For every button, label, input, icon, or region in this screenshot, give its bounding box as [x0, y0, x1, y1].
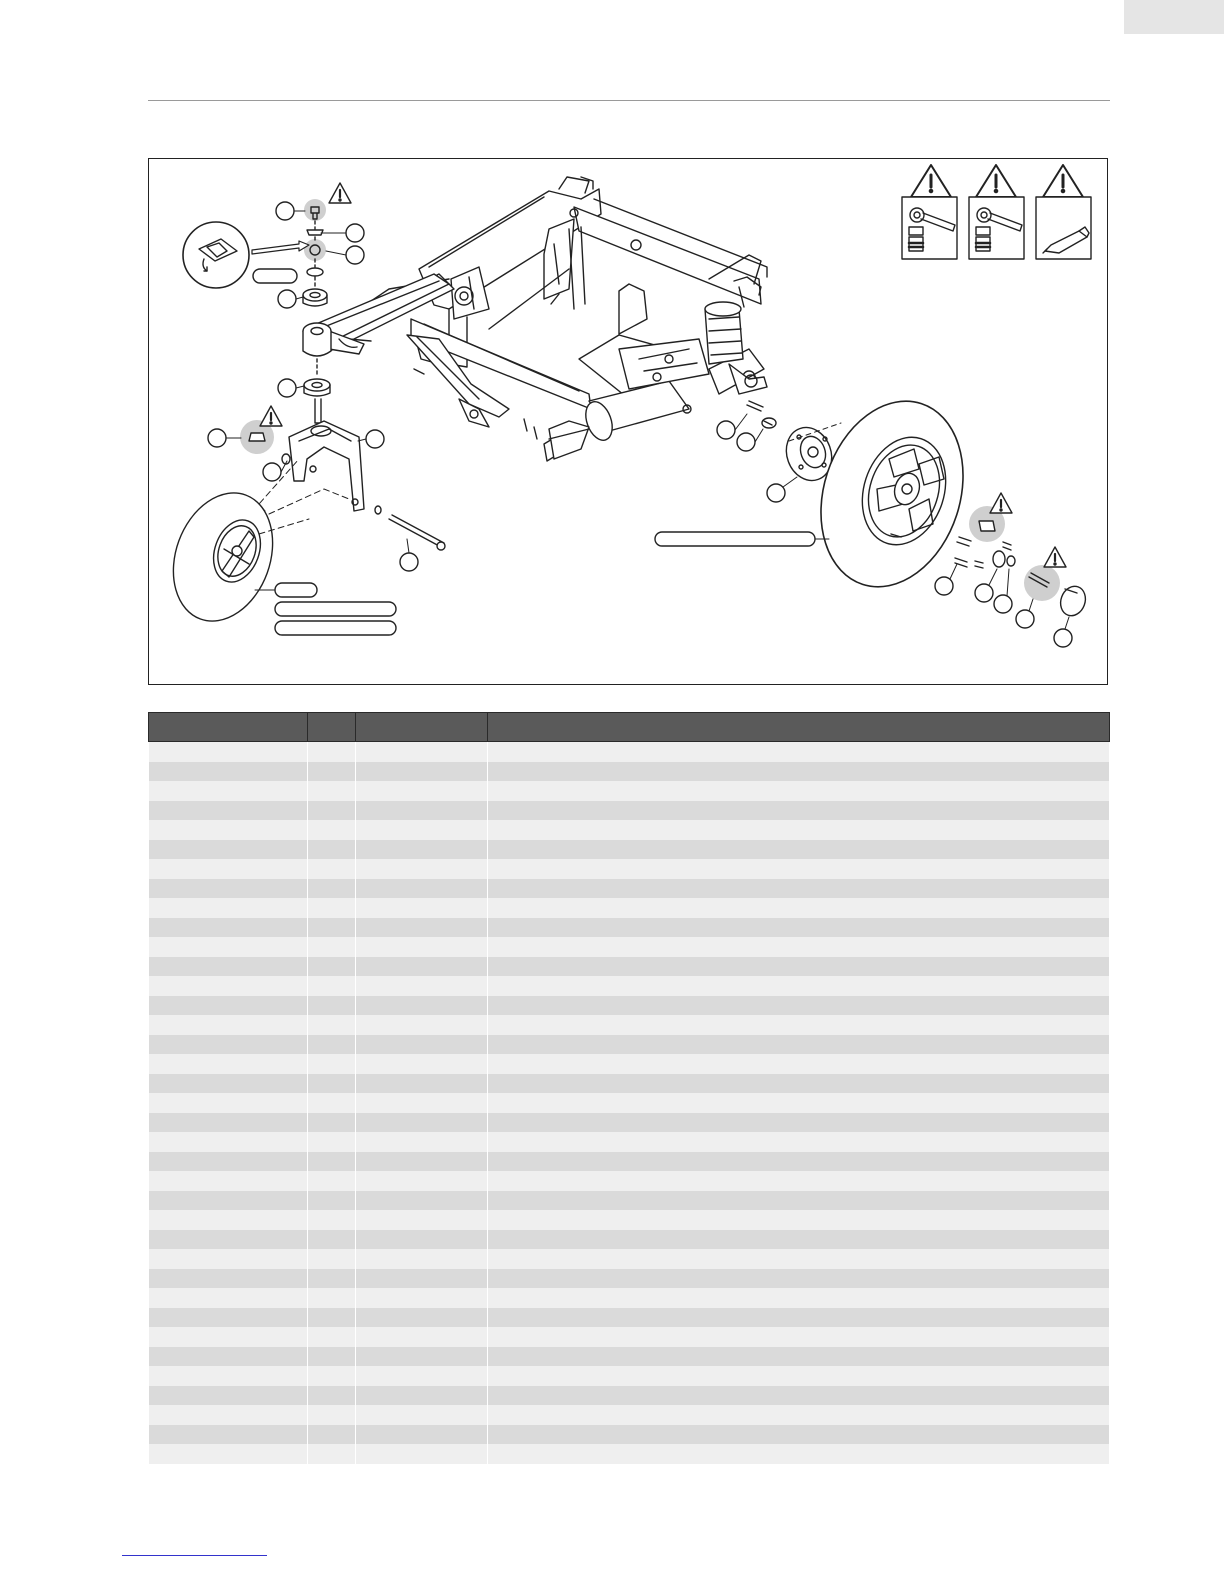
warning-icon	[990, 493, 1012, 513]
table-cell	[488, 820, 1110, 840]
table-cell	[488, 1074, 1110, 1094]
table-cell	[488, 1386, 1110, 1406]
table-cell	[488, 996, 1110, 1016]
table-cell	[488, 1405, 1110, 1425]
table-row	[149, 1171, 1110, 1191]
header-divider	[148, 100, 1110, 101]
table-cell	[149, 1113, 308, 1133]
table-cell	[308, 1152, 356, 1172]
table-row	[149, 1308, 1110, 1328]
table-cell	[308, 1386, 356, 1406]
table-cell	[356, 1035, 488, 1055]
table-cell	[149, 976, 308, 996]
table-cell	[356, 1347, 488, 1367]
table-cell	[308, 898, 356, 918]
drive-wheel-fasteners	[955, 506, 1089, 619]
warning-icon	[1044, 547, 1066, 567]
table-cell	[356, 1386, 488, 1406]
table-cell	[149, 820, 308, 840]
table-cell	[356, 859, 488, 879]
table-cell	[149, 859, 308, 879]
table-row	[149, 879, 1110, 899]
footer-link-underline	[122, 1555, 267, 1556]
table-cell	[488, 1152, 1110, 1172]
table-cell	[308, 762, 356, 782]
exploded-view-figure	[148, 158, 1108, 685]
table-cell	[488, 1444, 1110, 1464]
table-cell	[488, 1288, 1110, 1308]
table-cell	[356, 1269, 488, 1289]
table-row	[149, 801, 1110, 821]
table-row	[149, 742, 1110, 762]
table-row	[149, 1444, 1110, 1464]
table-cell	[488, 918, 1110, 938]
table-cell	[356, 1152, 488, 1172]
table-cell	[488, 1347, 1110, 1367]
tool-panel-3	[1036, 165, 1091, 259]
table-cell	[149, 879, 308, 899]
table-cell	[356, 1113, 488, 1133]
page-top-margin	[0, 0, 1124, 34]
table-cell	[149, 1152, 308, 1172]
table-cell	[356, 1210, 488, 1230]
caster-axle-bolt	[375, 506, 445, 550]
table-cell	[356, 1288, 488, 1308]
table-cell	[356, 976, 488, 996]
page-edge-tab	[1124, 0, 1224, 34]
table-cell	[149, 1386, 308, 1406]
table-cell	[356, 781, 488, 801]
table-cell	[356, 1015, 488, 1035]
table-cell	[356, 879, 488, 899]
table-row	[149, 918, 1110, 938]
table-cell	[356, 1327, 488, 1347]
table-row	[149, 1230, 1110, 1250]
table-cell	[356, 1249, 488, 1269]
table-cell	[308, 801, 356, 821]
table-cell	[149, 937, 308, 957]
table-row	[149, 1405, 1110, 1425]
table-cell	[488, 1113, 1110, 1133]
table-row	[149, 1074, 1110, 1094]
table-cell	[308, 918, 356, 938]
table-cell	[356, 1074, 488, 1094]
table-cell	[488, 898, 1110, 918]
table-cell	[356, 1405, 488, 1425]
table-cell	[308, 1113, 356, 1133]
table-cell	[488, 801, 1110, 821]
lower-bearing	[304, 359, 330, 423]
table-cell	[149, 957, 308, 977]
table-row	[149, 1366, 1110, 1386]
warning-icon	[260, 406, 282, 426]
table-cell	[308, 1230, 356, 1250]
table-row	[149, 1327, 1110, 1347]
table-cell	[149, 1210, 308, 1230]
table-cell	[149, 1191, 308, 1211]
table-cell	[356, 1366, 488, 1386]
table-row	[149, 898, 1110, 918]
table-cell	[488, 1015, 1110, 1035]
table-row	[149, 1249, 1110, 1269]
table-row	[149, 1269, 1110, 1289]
table-cell	[488, 781, 1110, 801]
table-row	[149, 1152, 1110, 1172]
table-cell	[356, 1425, 488, 1445]
table-cell	[149, 1093, 308, 1113]
table-cell	[308, 1074, 356, 1094]
parts-table	[148, 712, 1110, 1464]
table-cell	[149, 840, 308, 860]
table-cell	[308, 957, 356, 977]
table-row	[149, 1093, 1110, 1113]
table-cell	[308, 1015, 356, 1035]
stem-stack-top	[303, 199, 327, 306]
table-cell	[308, 996, 356, 1016]
table-cell	[149, 1366, 308, 1386]
table-cell	[149, 1171, 308, 1191]
table-cell	[149, 1054, 308, 1074]
table-cell	[356, 996, 488, 1016]
table-cell	[308, 1444, 356, 1464]
table-cell	[308, 1269, 356, 1289]
table-cell	[356, 937, 488, 957]
table-row	[149, 1054, 1110, 1074]
table-cell	[149, 781, 308, 801]
table-cell	[488, 1425, 1110, 1445]
table-cell	[308, 1425, 356, 1445]
table-cell	[356, 742, 488, 762]
table-cell	[308, 781, 356, 801]
table-cell	[308, 1327, 356, 1347]
table-cell	[149, 1444, 308, 1464]
table-cell	[308, 1366, 356, 1386]
table-cell	[149, 1132, 308, 1152]
table-cell	[308, 840, 356, 860]
table-cell	[488, 762, 1110, 782]
table-cell	[308, 1249, 356, 1269]
table-cell	[356, 1132, 488, 1152]
table-row	[149, 1132, 1110, 1152]
table-cell	[149, 918, 308, 938]
table-cell	[356, 918, 488, 938]
table-cell	[356, 898, 488, 918]
table-cell	[488, 1093, 1110, 1113]
table-cell	[488, 1308, 1110, 1328]
table-cell	[308, 1191, 356, 1211]
table-row	[149, 781, 1110, 801]
table-row	[149, 996, 1110, 1016]
table-cell	[488, 742, 1110, 762]
table-cell	[356, 1093, 488, 1113]
table-cell	[308, 879, 356, 899]
table-body	[149, 742, 1110, 1464]
table-cell	[356, 1171, 488, 1191]
table-cell	[149, 996, 308, 1016]
table-cell	[149, 762, 308, 782]
caster-fork	[289, 421, 364, 511]
callout-pill-right	[655, 532, 829, 546]
table-row	[149, 1386, 1110, 1406]
table-cell	[488, 1230, 1110, 1250]
table-row	[149, 1015, 1110, 1035]
table-cell	[488, 859, 1110, 879]
table-row	[149, 1425, 1110, 1445]
table-cell	[149, 1074, 308, 1094]
table-cell	[356, 1444, 488, 1464]
table-row	[149, 1210, 1110, 1230]
table-cell	[488, 1191, 1110, 1211]
table-cell	[308, 1288, 356, 1308]
table-cell	[488, 840, 1110, 860]
table-cell	[149, 1035, 308, 1055]
table-cell	[308, 1054, 356, 1074]
table-row	[149, 820, 1110, 840]
table-row	[149, 937, 1110, 957]
table-cell	[488, 1366, 1110, 1386]
table-cell	[149, 1308, 308, 1328]
table-cell	[488, 1249, 1110, 1269]
table-cell	[488, 976, 1110, 996]
column-header	[488, 713, 1110, 742]
table-header-row	[149, 713, 1110, 742]
table-cell	[149, 742, 308, 762]
table-cell	[308, 1093, 356, 1113]
table-cell	[488, 1035, 1110, 1055]
tool-panel-2	[969, 165, 1024, 259]
table-row	[149, 1035, 1110, 1055]
table-row	[149, 1347, 1110, 1367]
table-cell	[356, 762, 488, 782]
table-cell	[149, 1347, 308, 1367]
table-cell	[149, 898, 308, 918]
table-row	[149, 1191, 1110, 1211]
table-cell	[149, 1405, 308, 1425]
table-cell	[488, 937, 1110, 957]
table-cell	[308, 976, 356, 996]
table-cell	[149, 1425, 308, 1445]
table-cell	[308, 859, 356, 879]
table-cell	[149, 1015, 308, 1035]
table-cell	[149, 1269, 308, 1289]
table-cell	[356, 840, 488, 860]
tool-panel-1	[902, 165, 957, 259]
table-cell	[356, 957, 488, 977]
table-row	[149, 859, 1110, 879]
warning-icon	[329, 183, 351, 203]
drive-shaft-parts	[747, 401, 776, 428]
table-cell	[488, 1171, 1110, 1191]
drive-wheel	[798, 383, 986, 606]
table-cell	[149, 1327, 308, 1347]
table-cell	[356, 801, 488, 821]
table-row	[149, 957, 1110, 977]
column-header	[308, 713, 356, 742]
table-row	[149, 840, 1110, 860]
table-row	[149, 762, 1110, 782]
table-cell	[308, 820, 356, 840]
table-cell	[488, 1269, 1110, 1289]
column-header	[149, 713, 308, 742]
table-row	[149, 1113, 1110, 1133]
table-cell	[356, 820, 488, 840]
table-cell	[149, 1230, 308, 1250]
table-cell	[308, 1132, 356, 1152]
table-cell	[308, 1171, 356, 1191]
table-cell	[308, 1035, 356, 1055]
table-cell	[488, 1327, 1110, 1347]
table-cell	[149, 1249, 308, 1269]
table-cell	[356, 1191, 488, 1211]
table-cell	[356, 1054, 488, 1074]
table-cell	[308, 1210, 356, 1230]
table-cell	[488, 879, 1110, 899]
table-cell	[149, 1288, 308, 1308]
table-cell	[308, 1347, 356, 1367]
column-header	[356, 713, 488, 742]
table-cell	[488, 1210, 1110, 1230]
table-cell	[308, 1405, 356, 1425]
table-cell	[356, 1230, 488, 1250]
table-row	[149, 1288, 1110, 1308]
table-cell	[308, 937, 356, 957]
table-cell	[488, 1132, 1110, 1152]
table-cell	[308, 742, 356, 762]
table-cell	[149, 801, 308, 821]
table-row	[149, 976, 1110, 996]
table-cell	[308, 1308, 356, 1328]
table-cell	[488, 957, 1110, 977]
table-cell	[488, 1054, 1110, 1074]
table-cell	[356, 1308, 488, 1328]
